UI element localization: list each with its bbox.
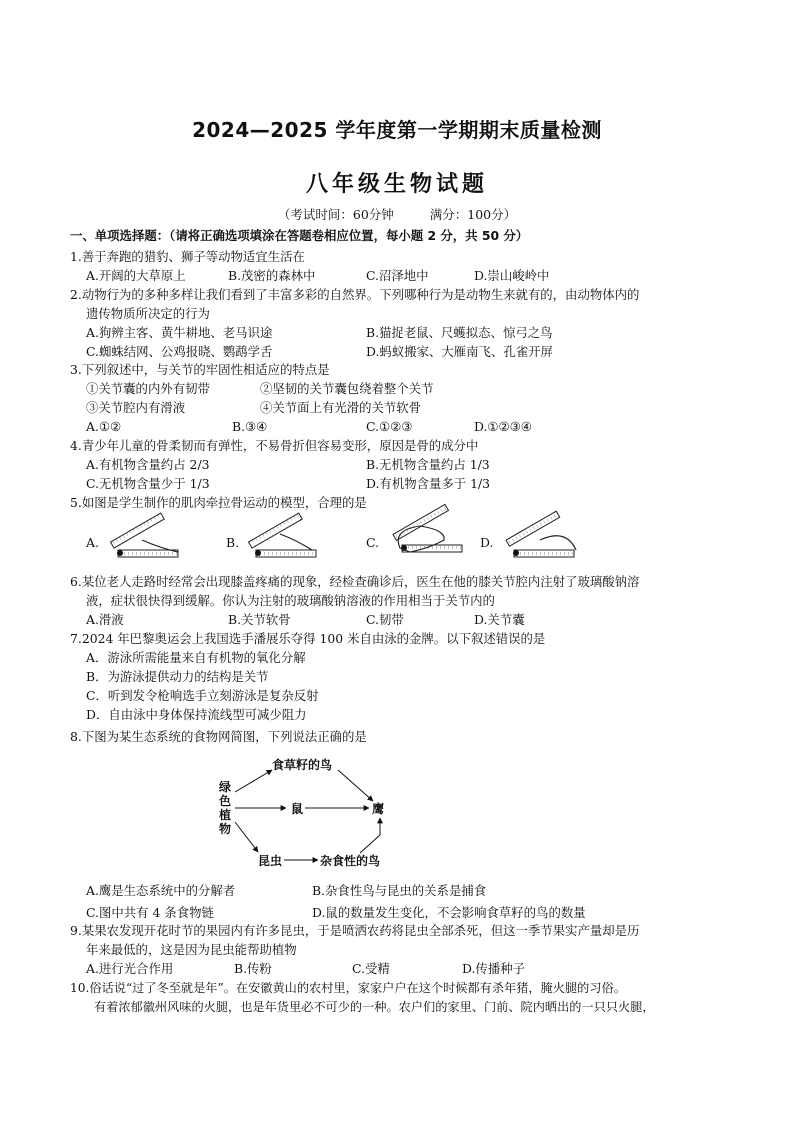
node-mouse: 鼠 (291, 802, 304, 816)
q10-stem-cont: 有着浓郁徽州风味的火腿，也是年货里必不可少的一种。农户们的家里、门前、院内晒出的一只只火腿， (94, 1000, 655, 1014)
q9-option-b: B.传粉 (234, 961, 272, 976)
q6-option-b: B.关节软骨 (228, 612, 291, 627)
q7-option-c: C．听到发令枪响选手立刻游泳是复杂反射 (86, 688, 319, 703)
arrow-seedbird-hawk (338, 770, 373, 801)
q7-option-d: D．自由泳中身体保持流线型可减少阻力 (86, 707, 307, 722)
q7-stem: 7.2024 年巴黎奥运会上我国选手潘展乐夺得 100 米自由泳的金牌。以下叙述错误的是 (70, 631, 546, 646)
q1-option-c: C.沼泽地中 (366, 268, 429, 283)
arrow-plant-seedbird (235, 770, 272, 792)
exam-title: 2024—2025 学年度第一学期期末质量检测 (192, 118, 602, 142)
q4-stem: 4.青少年儿童的骨柔韧而有弹性，不易骨折但容易变形，原因是骨的成分中 (70, 438, 479, 453)
node-insect: 昆虫 (258, 854, 283, 868)
q6-option-a: A.滑液 (86, 612, 124, 627)
q4-option-b: B.无机物含量约占 1/3 (366, 457, 490, 472)
node-green-plant: 绿 色 植 物 (219, 780, 232, 836)
exam-time: （考试时间：60分钟 (277, 207, 394, 222)
q8-stem: 8.下图为某生态系统的食物网简图，下列说法正确的是 (70, 729, 367, 744)
node-omni-bird: 杂食性的鸟 (320, 854, 381, 868)
q4-option-a: A.有机物含量约占 2/3 (86, 457, 210, 472)
q8-option-b: B.杂食性鸟与昆虫的关系是捕食 (312, 883, 487, 898)
q2-option-c: C.蜘蛛结网、公鸡报晓、鹦鹉学舌 (86, 344, 273, 359)
node-seed-bird: 食草籽的鸟 (272, 758, 333, 772)
q5-option-c: C. (366, 535, 379, 550)
q3-option-b: B.③④ (232, 419, 268, 434)
q5-option-b: B. (226, 535, 240, 550)
q9-option-a: A.进行光合作用 (86, 961, 174, 976)
q7-option-b: B．为游泳提供动力的结构是关节 (86, 669, 269, 684)
q2-option-b: B.猫捉老鼠、尺蠖拟态、惊弓之鸟 (366, 325, 553, 340)
section-heading: 一、单项选择题：（请将正确选项填涂在答题卷相应位置，每小题 2 分，共 50 分） (70, 228, 529, 243)
q8-option-a: A.鹰是生态系统中的分解者 (86, 883, 236, 898)
q9-option-c: C.受精 (352, 961, 390, 976)
q9-option-d: D.传播种子 (462, 961, 525, 976)
q3-option-d: D.①②③④ (474, 419, 532, 434)
q1-option-a: A.开阔的大草原上 (86, 268, 186, 283)
q5-option-a: A. (86, 535, 99, 550)
q4-option-d: D.有机物含量多于 1/3 (366, 476, 491, 491)
q8-option-d: D.鼠的数量发生变化，不会影响食草籽的鸟的数量 (312, 905, 586, 920)
q3-stem: 3.下列叙述中，与关节的牢固性相适应的特点是 (70, 362, 330, 377)
q1-stem: 1.善于奔跑的猎豹、狮子等动物适宜生活在 (70, 249, 305, 264)
q9-stem: 9.某果农发现开花时节的果园内有许多昆虫，于是喷洒农药将昆虫全部杀死，但这一季节果实产量却是历 (70, 923, 640, 938)
q6-option-d: D.关节囊 (474, 612, 525, 627)
arrow-omnibird-hawk (360, 818, 380, 853)
full-score: 满分：100分） (429, 207, 517, 222)
arrow-plant-insect (235, 822, 258, 852)
node-hawk: 鹰 (372, 802, 385, 816)
q6-stem: 6.某位老人走路时经常会出现膝盖疼痛的现象，经检查确诊后，医生在他的膝关节腔内注射了玻璃酸钠溶 (70, 574, 640, 589)
q4-option-c: C.无机物含量少于 1/3 (86, 476, 210, 491)
q2-stem: 2.动物行为的多种多样让我们看到了丰富多彩的自然界。下列哪种行为是动物生来就有的，由动物体内的 (70, 287, 640, 302)
q3-option-c: C.①②③ (366, 419, 413, 434)
q6-stem-cont: 液，症状很快得到缓解。你认为注射的玻璃酸钠溶液的作用相当于关节内的 (86, 593, 495, 608)
q3-item-3: ③关节腔内有滑液 (86, 400, 186, 415)
q3-item-2: ②坚韧的关节囊包绕着整个关节 (260, 381, 434, 396)
q3-option-a: A.①② (86, 419, 122, 434)
q5-stem: 5.如图是学生制作的肌肉牵拉骨运动的模型，合理的是 (70, 495, 367, 510)
q10-stem: 10.俗话说“过了冬至就是年”。在安徽黄山的农村里，家家户户在这个时候都有杀年猪，腌火腿的习俗。 (70, 981, 626, 995)
q2-stem-cont: 遗传物质所决定的行为 (86, 306, 210, 321)
q1-option-d: D.崇山峻岭中 (474, 268, 550, 283)
q5-option-d: D. (480, 535, 494, 550)
q9-stem-cont: 年来最低的，这是因为昆虫能帮助植物 (86, 942, 297, 957)
q3-item-1: ①关节囊的内外有韧带 (86, 381, 210, 396)
q7-option-a: A．游泳所需能量来自有机物的氧化分解 (86, 650, 306, 665)
subject-title: 八年级生物试题 (305, 172, 488, 197)
q2-option-a: A.狗辨主客、黄牛耕地、老马识途 (86, 325, 273, 340)
q6-option-c: C.韧带 (366, 612, 404, 627)
q1-option-b: B.茂密的森林中 (228, 268, 316, 283)
q8-option-c: C.图中共有 4 条食物链 (86, 905, 214, 920)
q2-option-d: D.蚂蚁搬家、大雁南飞、孔雀开屏 (366, 344, 553, 359)
q3-item-4: ④关节面上有光滑的关节软骨 (260, 400, 422, 415)
